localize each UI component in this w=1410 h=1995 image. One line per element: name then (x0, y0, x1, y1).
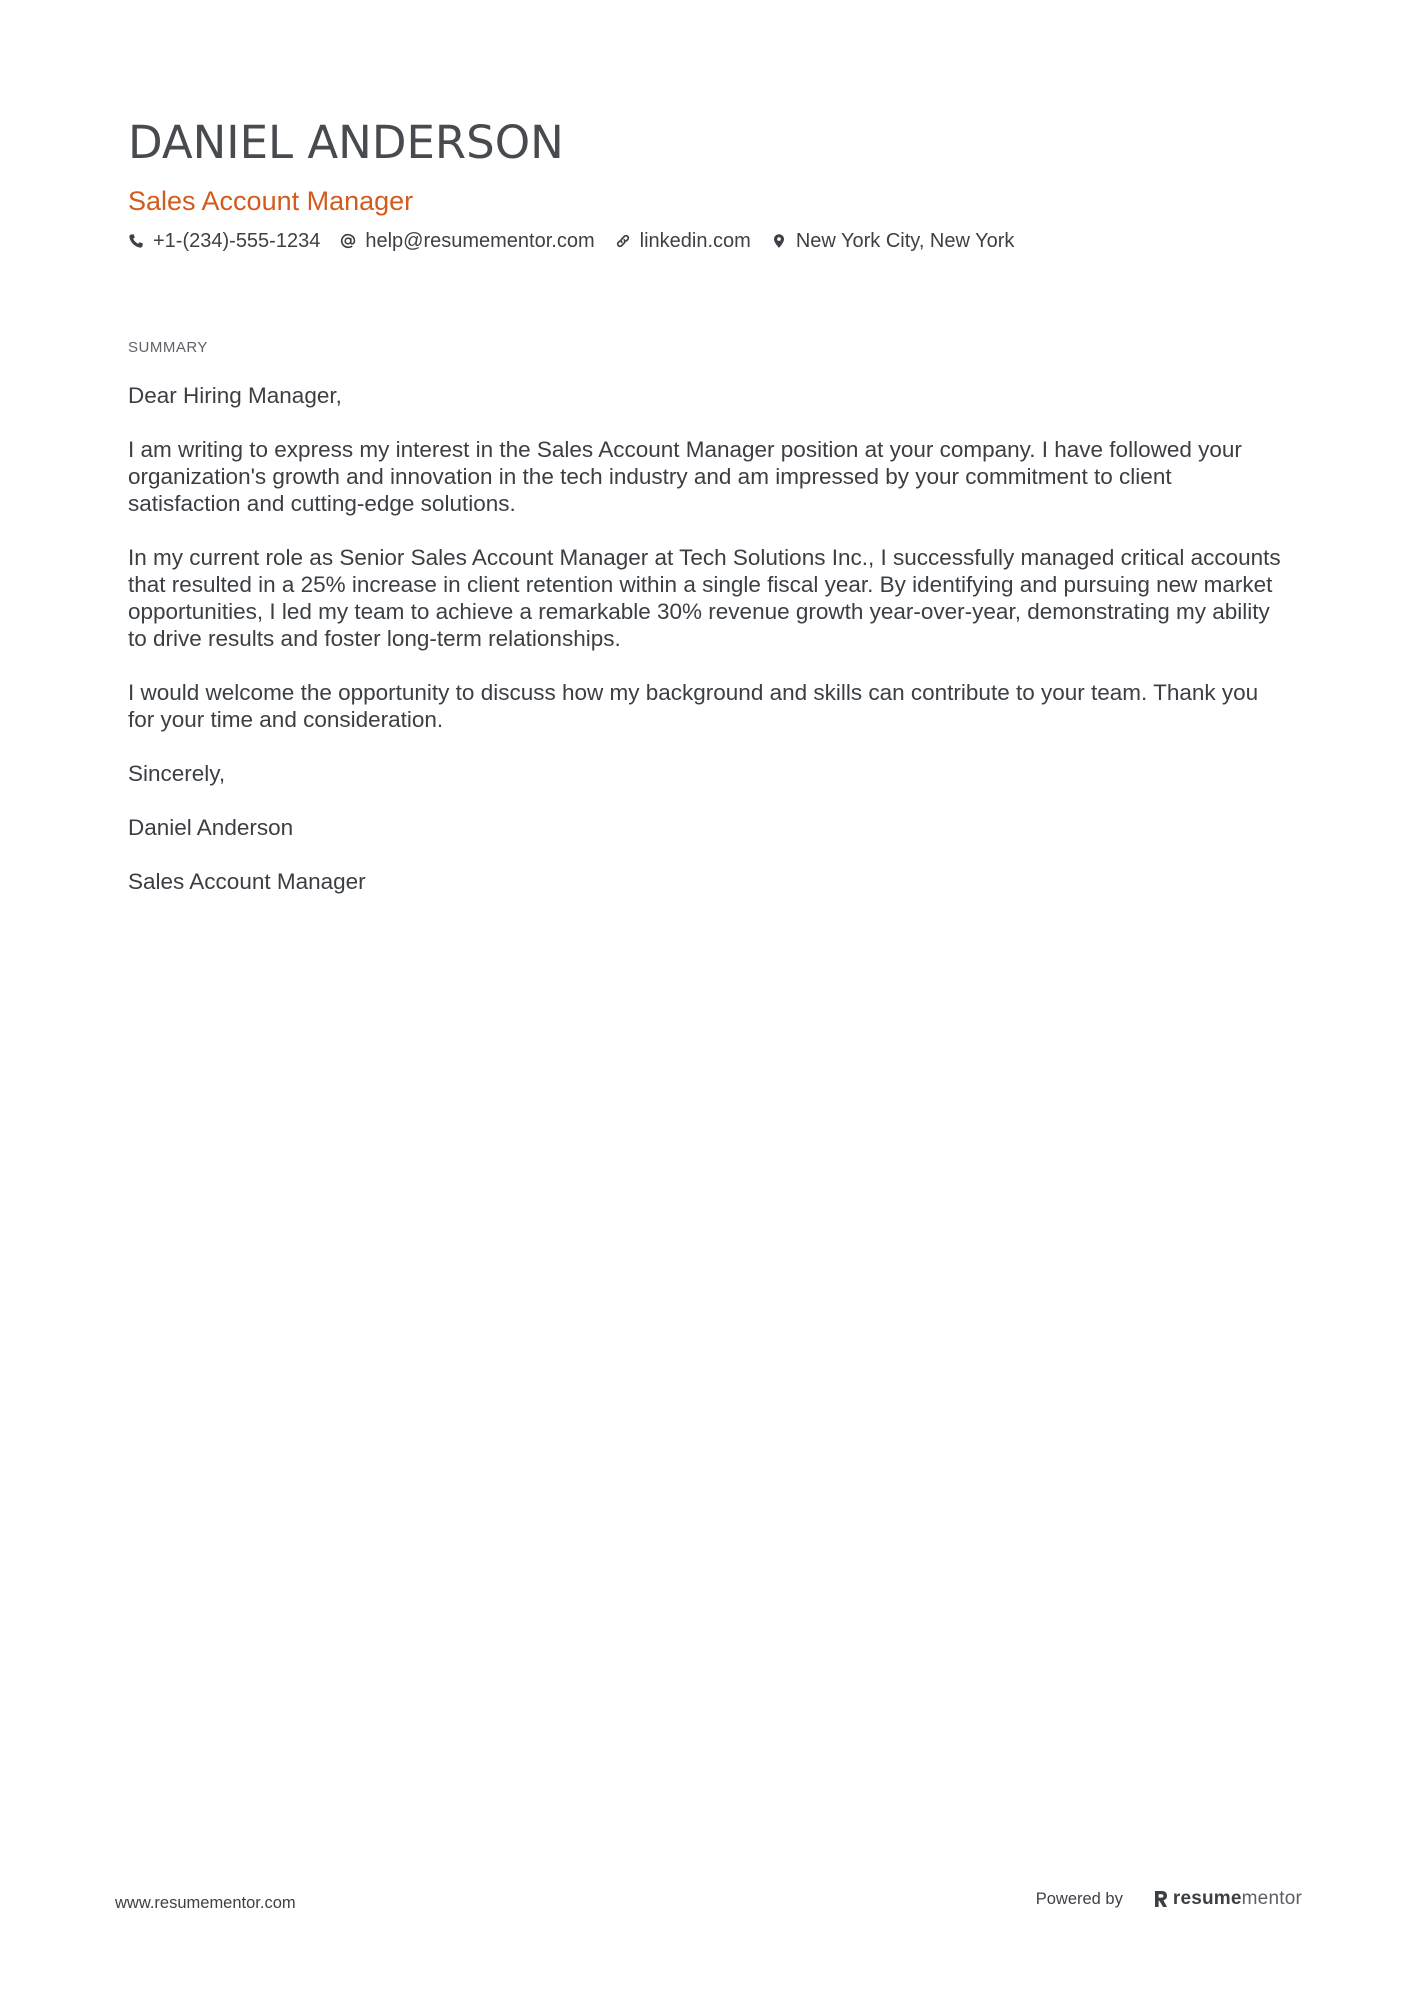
contact-linkedin[interactable] (615, 228, 751, 254)
logo-text-bold: resume (1172, 1888, 1242, 1909)
paragraph-intro: I am writing to express my interest in the Sales Account Manager position at your company. I have followed your organization's growth and innovation in the tech industry and am impressed by your commitment to client satisfaction and cutting-edge solutions. (128, 437, 1242, 516)
powered-by-text: Powered by (1035, 1889, 1123, 1908)
applicant-name: DANIEL ANDERSON (128, 116, 564, 169)
logo-text-light: mentor (1241, 1888, 1302, 1909)
contact-phone (128, 228, 320, 254)
letter-body (128, 382, 1288, 922)
header (128, 112, 1288, 254)
job-title: Sales Account Manager (128, 186, 414, 216)
sign-off: Sincerely, (128, 761, 226, 786)
link-icon (615, 233, 631, 249)
contact-phone-text: +1-(234)-555-1234 (153, 230, 321, 252)
location-pin-icon (771, 233, 787, 249)
phone-icon (128, 233, 144, 249)
paragraph-closing: I would welcome the opportunity to discuss how my background and skills can contribute to your team. Thank you for your time and consideration. (128, 680, 1259, 732)
contact-location-text: New York City, New York (795, 230, 1015, 252)
contact-email-text: help@resumementor.com (365, 230, 595, 252)
signature-name: Daniel Anderson (128, 815, 294, 840)
contact-linkedin-text: linkedin.com (639, 230, 751, 252)
resumementor-logo-icon (1153, 1889, 1169, 1909)
at-icon (340, 233, 356, 249)
contact-location (771, 228, 1015, 254)
footer-branding (1036, 1888, 1302, 1910)
signature-title: Sales Account Manager (128, 869, 366, 894)
contact-email[interactable] (340, 228, 594, 254)
footer-website[interactable]: www.resumementor.com (115, 1894, 296, 1912)
contact-list (128, 228, 1288, 254)
paragraph-experience: In my current role as Senior Sales Account Manager at Tech Solutions Inc., I successfully managed critical accounts that resulted in a 25% increase in client retention within a single fiscal year. By identifying and pursuing new market opportunities, I led my team to achieve a remarkable 30% revenue growth year-over-year, demonstrating my ability to drive results and foster long-term relationships. (128, 545, 1281, 651)
section-label-summary: SUMMARY (128, 339, 208, 356)
resumementor-logo[interactable] (1153, 1888, 1302, 1910)
salutation: Dear Hiring Manager, (128, 383, 342, 408)
